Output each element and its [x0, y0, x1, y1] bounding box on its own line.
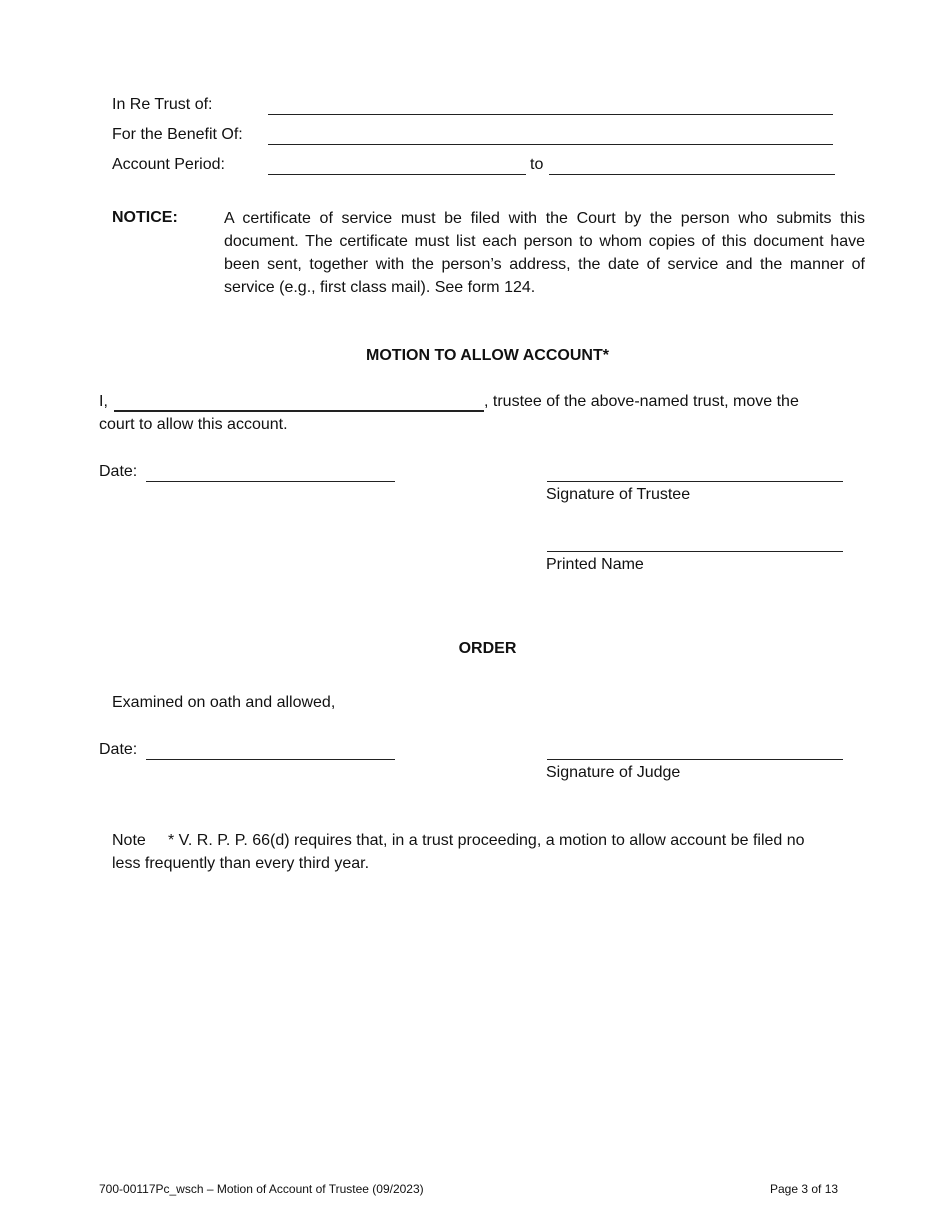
motion-line2: court to allow this account.: [99, 416, 288, 433]
trustee-name-field[interactable]: [114, 410, 484, 412]
note-text-line2: less frequently than every third year.: [112, 855, 370, 872]
notice-text: A certificate of service must be filed with the Court by the person who submits this document. The certificate must list each person to whom copies of this document have been sent, together with the person’s address, the date of service and the manner of service (e.g., first class mail). See form 124.: [224, 210, 865, 296]
motion-date-label: Date:: [99, 463, 138, 480]
trust-name-field[interactable]: [268, 114, 833, 115]
motion-prefix: I,: [99, 393, 108, 410]
trustee-signature-field[interactable]: [547, 481, 843, 482]
motion-title: MOTION TO ALLOW ACCOUNT*: [366, 347, 609, 364]
footer-form-id: 700-00117Pc_wsch – Motion of Account of Trustee (09/2023): [99, 1182, 424, 1196]
period-label: Account Period:: [112, 156, 225, 173]
judge-signature-field[interactable]: [547, 759, 843, 760]
judge-signature-label: Signature of Judge: [546, 764, 681, 781]
benefit-label: For the Benefit Of:: [112, 126, 243, 143]
period-start-field[interactable]: [268, 174, 526, 175]
footer-page-number: Page 3 of 13: [770, 1182, 839, 1196]
note-label: Note: [112, 832, 146, 849]
order-date-field[interactable]: [146, 759, 395, 760]
period-to-label: to: [530, 156, 544, 173]
printed-name-label: Printed Name: [546, 556, 644, 573]
motion-date-field[interactable]: [146, 481, 395, 482]
notice-label: NOTICE:: [112, 209, 178, 226]
note-text-line1: * V. R. P. P. 66(d) requires that, in a trust proceeding, a motion to allow account be filed no: [168, 832, 805, 849]
trust-label: In Re Trust of:: [112, 96, 213, 113]
trustee-signature-label: Signature of Trustee: [546, 486, 691, 503]
benefit-field[interactable]: [268, 144, 833, 145]
motion-suffix: , trustee of the above-named trust, move the: [484, 393, 799, 410]
order-date-label: Date:: [99, 741, 138, 758]
order-title: ORDER: [458, 640, 517, 657]
period-end-field[interactable]: [549, 174, 835, 175]
order-text: Examined on oath and allowed,: [112, 694, 336, 711]
printed-name-field[interactable]: [547, 551, 843, 552]
